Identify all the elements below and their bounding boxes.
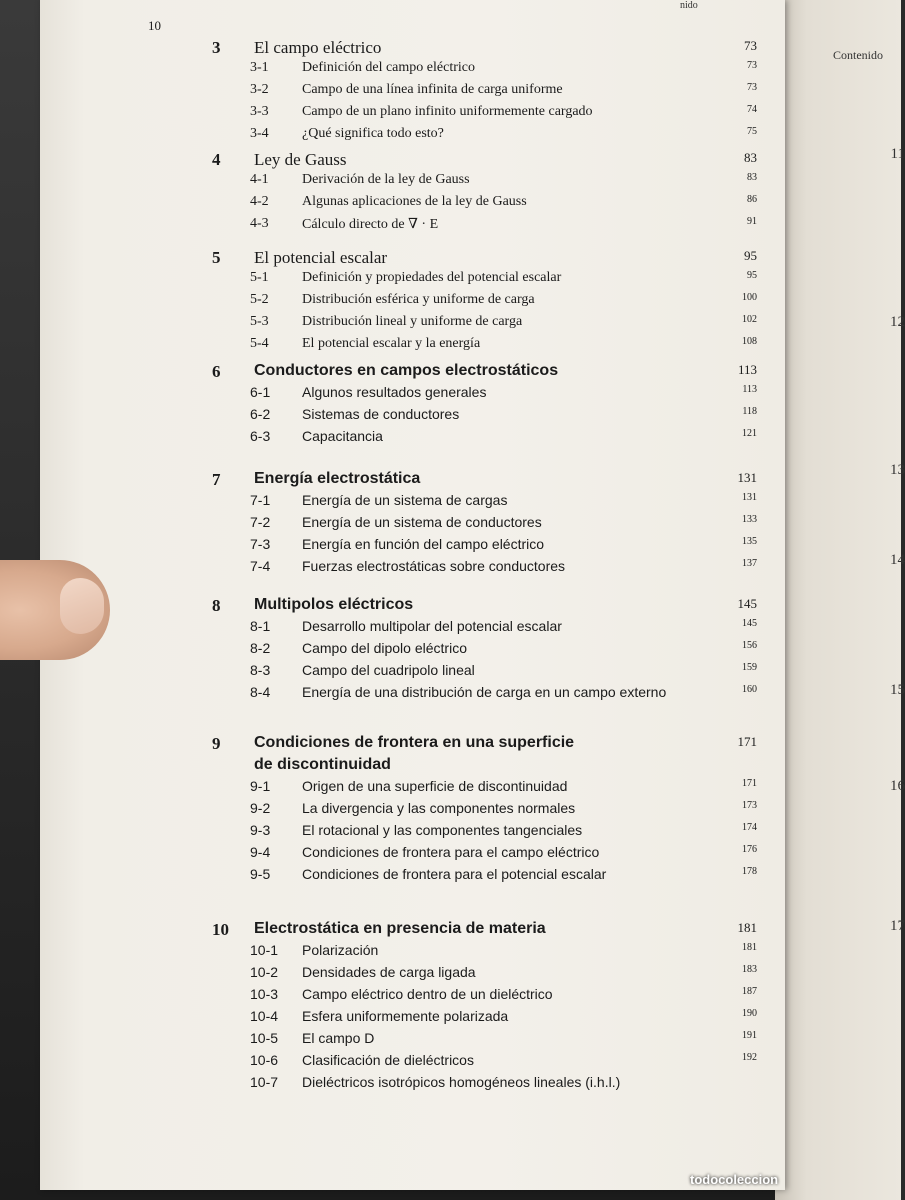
section-number: 9-2	[250, 800, 271, 816]
chapter-heading	[40, 150, 785, 172]
chapter-entry	[40, 920, 785, 1096]
section-entry	[40, 1052, 785, 1074]
section-entry	[40, 844, 785, 866]
section-number: 10-3	[250, 986, 279, 1002]
section-number: 7-2	[250, 514, 271, 530]
section-number: 9-1	[250, 778, 271, 794]
facing-page-number: 12	[890, 314, 905, 330]
section-number: 10-6	[250, 1052, 279, 1068]
section-page: 159	[742, 662, 757, 673]
chapter-page: 73	[744, 38, 757, 53]
section-title: Campo de una línea infinita de carga uniforme	[302, 82, 563, 97]
section-title: Energía de un sistema de cargas	[302, 492, 508, 508]
section-entry	[40, 1008, 785, 1030]
section-entry	[40, 60, 785, 82]
section-entry	[40, 536, 785, 558]
chapter-heading	[40, 920, 785, 942]
section-page: 135	[742, 536, 757, 547]
section-title: Definición y propiedades del potencial escalar	[302, 270, 562, 285]
chapter-number: 7	[212, 470, 221, 489]
section-number: 10-7	[250, 1074, 279, 1090]
section-entry	[40, 640, 785, 662]
thumbnail-nail	[60, 578, 104, 634]
section-entry	[40, 194, 785, 216]
section-title: Sistemas de conductores	[302, 406, 460, 422]
section-number: 5-2	[250, 292, 269, 307]
section-page: 108	[742, 336, 757, 347]
section-title: Algunas aplicaciones de la ley de Gauss	[302, 194, 527, 209]
book-page	[40, 0, 785, 1190]
section-title: ¿Qué significa todo esto?	[302, 126, 444, 141]
section-page: 187	[742, 986, 757, 997]
section-title: Desarrollo multipolar del potencial escalar	[302, 618, 562, 634]
section-page: 178	[742, 866, 757, 877]
section-title: Clasificación de dieléctricos	[302, 1052, 474, 1068]
section-entry	[40, 514, 785, 536]
section-number: 4-3	[250, 216, 269, 231]
chapter-entry	[40, 362, 785, 450]
section-number: 4-1	[250, 172, 269, 187]
chapter-entry	[40, 150, 785, 238]
chapter-title: Condiciones de frontera en una superficie	[254, 734, 575, 751]
section-page: 181	[742, 942, 757, 953]
section-number: 5-1	[250, 270, 269, 285]
chapter-title: Ley de Gauss	[254, 150, 347, 169]
section-page: 131	[742, 492, 757, 503]
section-entry	[40, 336, 785, 358]
section-title: Condiciones de frontera para el campo eléctrico	[302, 844, 600, 860]
section-number: 10-2	[250, 964, 279, 980]
section-page: 121	[742, 428, 757, 439]
section-page: 133	[742, 514, 757, 525]
section-page: 190	[742, 1008, 757, 1019]
section-entry	[40, 82, 785, 104]
section-page: 156	[742, 640, 757, 651]
chapter-page: 171	[737, 734, 757, 749]
section-number: 8-4	[250, 684, 271, 700]
section-title: Algunos resultados generales	[302, 384, 487, 400]
section-page: 102	[742, 314, 757, 325]
section-entry	[40, 822, 785, 844]
chapter-title: Conductores en campos electrostáticos	[254, 362, 559, 379]
section-entry	[40, 618, 785, 640]
section-number: 4-2	[250, 194, 269, 209]
chapter-entry	[40, 38, 785, 148]
chapter-title: Energía electrostática	[254, 470, 421, 487]
section-title: Distribución lineal y uniforme de carga	[302, 314, 523, 329]
chapter-heading	[40, 248, 785, 270]
chapter-number: 10	[212, 920, 229, 939]
facing-page-number: 11	[890, 146, 905, 162]
corner-text: nido	[680, 0, 698, 11]
section-number: 3-1	[250, 60, 269, 75]
section-page: 183	[742, 964, 757, 975]
chapter-entry	[40, 734, 785, 888]
section-title: Polarización	[302, 942, 379, 958]
section-page: 91	[747, 216, 757, 227]
section-entry	[40, 942, 785, 964]
section-title: Cálculo directo de ∇ · E	[302, 217, 439, 232]
section-page: 174	[742, 822, 757, 833]
section-entry	[40, 778, 785, 800]
section-page: 100	[742, 292, 757, 303]
chapter-page: 131	[737, 470, 757, 485]
section-title: Derivación de la ley de Gauss	[302, 172, 470, 187]
section-entry	[40, 172, 785, 194]
facing-page-number: 17	[890, 918, 905, 934]
facing-page-number: 13	[890, 462, 905, 478]
section-entry	[40, 104, 785, 126]
chapter-title: El potencial escalar	[254, 248, 388, 267]
section-page: 145	[742, 618, 757, 629]
facing-page-header: Contenido	[833, 48, 883, 62]
section-page: 171	[742, 778, 757, 789]
section-page: 113	[742, 384, 757, 395]
chapter-number: 9	[212, 734, 221, 753]
section-title: Capacitancia	[302, 428, 383, 444]
chapter-heading	[40, 362, 785, 384]
chapter-heading	[40, 470, 785, 492]
section-entry	[40, 428, 785, 450]
page-number: 10	[148, 18, 161, 33]
section-number: 7-1	[250, 492, 271, 508]
section-entry	[40, 1030, 785, 1052]
section-number: 10-4	[250, 1008, 279, 1024]
chapter-title: Multipolos eléctricos	[254, 596, 414, 613]
facing-page	[775, 0, 905, 1200]
section-title: Esfera uniformemente polarizada	[302, 1008, 509, 1024]
section-number: 10-5	[250, 1030, 279, 1046]
section-entry	[40, 126, 785, 148]
section-entry	[40, 406, 785, 428]
section-title: Energía de una distribución de carga en un campo externo	[302, 684, 667, 700]
section-title: La divergencia y las componentes normales	[302, 800, 576, 816]
section-page: 73	[747, 82, 757, 93]
section-entry	[40, 314, 785, 336]
chapter-title-continued: de discontinuidad	[254, 756, 391, 773]
section-page: 75	[747, 126, 757, 137]
section-title: Condiciones de frontera para el potencial escalar	[302, 866, 607, 882]
section-page: 173	[742, 800, 757, 811]
section-page: 74	[747, 104, 757, 115]
chapter-heading	[40, 596, 785, 618]
section-title: Densidades de carga ligada	[302, 964, 476, 980]
facing-page-number: 14	[890, 552, 905, 568]
section-title: Energía de un sistema de conductores	[302, 514, 542, 530]
chapter-title: El campo eléctrico	[254, 38, 382, 57]
section-title: Campo del cuadripolo lineal	[302, 662, 475, 678]
section-title: Origen de una superficie de discontinuidad	[302, 778, 568, 794]
chapter-number: 5	[212, 248, 221, 267]
section-number: 5-4	[250, 336, 269, 351]
section-number: 8-1	[250, 618, 271, 634]
chapter-number: 8	[212, 596, 221, 615]
section-number: 5-3	[250, 314, 269, 329]
section-number: 8-2	[250, 640, 271, 656]
section-page: 192	[742, 1052, 757, 1063]
section-entry	[40, 800, 785, 822]
section-title: Campo de un plano infinito uniformemente cargado	[302, 104, 593, 119]
section-entry	[40, 866, 785, 888]
section-page: 83	[747, 172, 757, 183]
section-entry	[40, 492, 785, 514]
section-number: 3-2	[250, 82, 269, 97]
watermark: todocoleccion	[690, 1172, 779, 1187]
section-title: Campo eléctrico dentro de un dieléctrico	[302, 986, 553, 1002]
section-entry	[40, 1074, 785, 1096]
section-title: El potencial escalar y la energía	[302, 336, 481, 351]
section-entry	[40, 964, 785, 986]
section-title: Definición del campo eléctrico	[302, 60, 475, 75]
section-title: El rotacional y las componentes tangenciales	[302, 822, 583, 838]
section-entry	[40, 662, 785, 684]
chapter-page: 145	[737, 596, 757, 611]
section-entry	[40, 216, 785, 238]
section-number: 3-3	[250, 104, 269, 119]
section-number: 7-4	[250, 558, 271, 574]
chapter-number: 6	[212, 362, 221, 381]
section-title: Energía en función del campo eléctrico	[302, 536, 545, 552]
facing-page-number: 15	[890, 682, 905, 698]
section-number: 9-4	[250, 844, 271, 860]
chapter-page: 181	[737, 920, 757, 935]
section-page: 95	[747, 270, 757, 281]
chapter-entry	[40, 248, 785, 358]
chapter-page: 83	[744, 150, 757, 165]
chapter-title: Electrostática en presencia de materia	[254, 920, 546, 937]
chapter-number: 3	[212, 38, 221, 57]
section-entry	[40, 292, 785, 314]
chapter-number: 4	[212, 150, 221, 169]
section-entry	[40, 270, 785, 292]
section-title: Dieléctricos isotrópicos homogéneos lineales (i.h.l.)	[302, 1074, 621, 1090]
section-number: 6-2	[250, 406, 271, 422]
chapter-entry	[40, 470, 785, 580]
section-page: 86	[747, 194, 757, 205]
chapter-heading	[40, 734, 785, 756]
section-number: 6-3	[250, 428, 271, 444]
chapter-page: 113	[737, 362, 757, 377]
section-page: 137	[742, 558, 757, 569]
section-number: 9-3	[250, 822, 271, 838]
section-page: 191	[742, 1030, 757, 1041]
section-number: 9-5	[250, 866, 271, 882]
section-title: Distribución esférica y uniforme de carga	[302, 292, 535, 307]
chapter-entry	[40, 596, 785, 706]
section-entry	[40, 384, 785, 406]
section-number: 3-4	[250, 126, 269, 141]
section-entry	[40, 684, 785, 706]
section-number: 8-3	[250, 662, 271, 678]
section-entry	[40, 558, 785, 580]
chapter-page: 95	[744, 248, 757, 263]
section-number: 10-1	[250, 942, 279, 958]
section-page: 160	[742, 684, 757, 695]
section-entry	[40, 986, 785, 1008]
section-page: 176	[742, 844, 757, 855]
section-page: 73	[747, 60, 757, 71]
section-title: El campo D	[302, 1030, 375, 1046]
facing-page-number: 16	[890, 778, 905, 794]
section-number: 7-3	[250, 536, 271, 552]
section-title: Campo del dipolo eléctrico	[302, 640, 467, 656]
chapter-heading	[40, 38, 785, 60]
section-number: 6-1	[250, 384, 271, 400]
section-title: Fuerzas electrostáticas sobre conductores	[302, 558, 566, 574]
section-page: 118	[742, 406, 757, 417]
